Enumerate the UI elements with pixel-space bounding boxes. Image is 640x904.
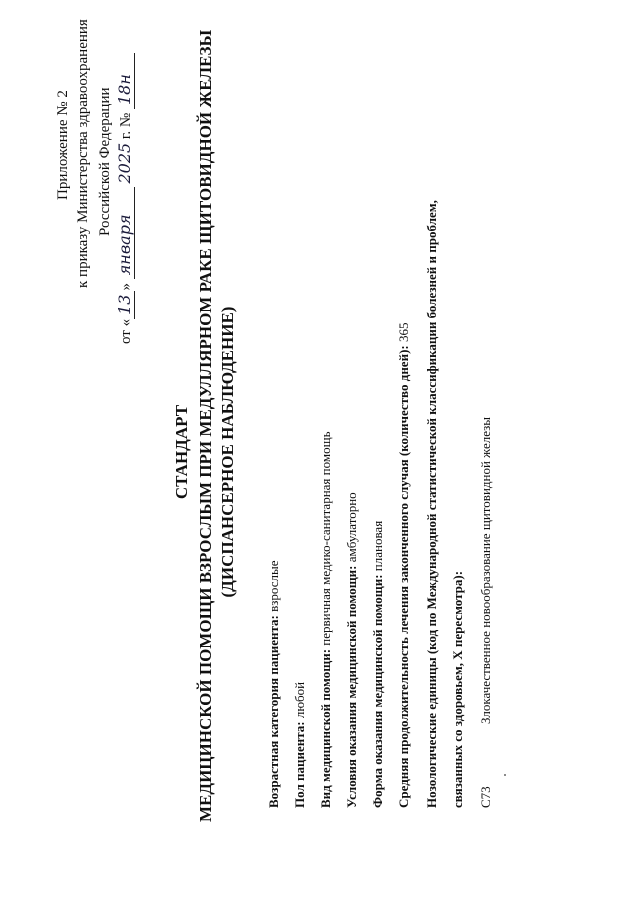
title-subtitle: (ДИСПАНСЕРНОЕ НАБЛЮДЕНИЕ) — [218, 306, 237, 598]
icd-code: C73 — [478, 786, 493, 808]
title-main: МЕДИЦИНСКОЙ ПОМОЩИ ВЗРОСЛЫМ ПРИ МЕДУЛЛЯРНОМ РАКЕ ЩИТОВИДНОЙ ЖЕЛЕЗЫ — [196, 29, 215, 822]
field-duration: Средняя продолжительность лечения законченного случая (количество дней): 365 — [396, 322, 411, 808]
field-age: Возрастная категория пациента: взрослые — [266, 560, 281, 808]
date-year: 2025 — [115, 142, 134, 184]
date-quote: » — [118, 283, 134, 291]
date-prefix: от « — [118, 318, 134, 344]
date-number-prefix: г. № — [118, 112, 134, 140]
date-day: 13 — [116, 291, 135, 319]
field-care-conditions: Условия оказания медицинской помощи: амбулаторно — [344, 492, 359, 808]
appendix-line-2: к приказу Министерства здравоохранения — [75, 19, 91, 288]
field-sex: Пол пациента: любой — [292, 681, 307, 808]
scan-speck — [504, 774, 506, 776]
field-care-type: Вид медицинской помощи: первичная медико-санитарная помощь — [318, 431, 333, 808]
order-number: 18н — [116, 53, 135, 109]
field-care-form: Форма оказания медицинской помощи: плановая — [370, 520, 385, 808]
appendix-date-line — [116, 53, 135, 344]
date-month: января — [116, 187, 135, 279]
nosology-line-2: связанных со здоровьем, X пересмотра): — [450, 570, 465, 808]
appendix-line-1: Приложение № 2 — [55, 90, 71, 200]
nosology-line-1: Нозологические единицы (код по Международной статистической классификации болезней и проблем, — [424, 200, 439, 808]
title-standard: СТАНДАРТ — [172, 404, 191, 500]
icd-description: Злокачественное новообразование щитовидной железы — [478, 416, 493, 724]
appendix-line-3: Российской Федерации — [97, 87, 113, 236]
